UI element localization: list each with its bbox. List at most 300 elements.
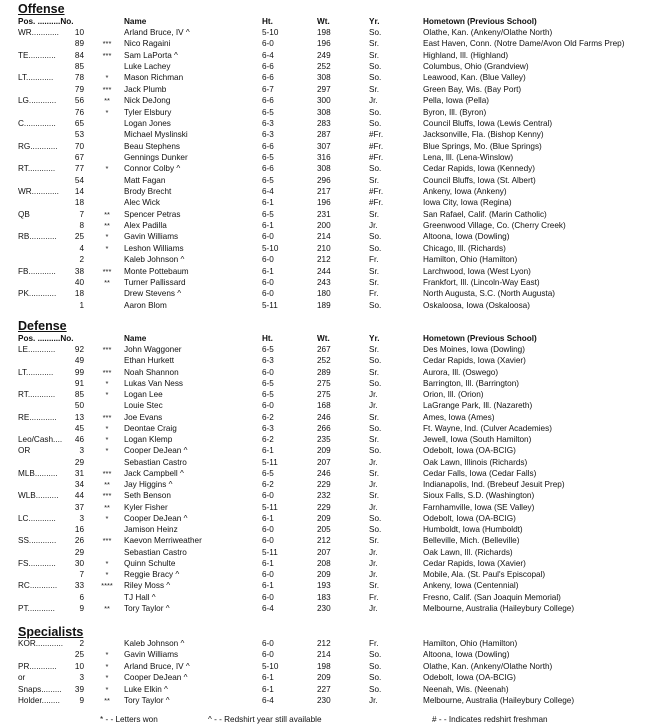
player-name-cell: TJ Hall ^ <box>124 592 156 602</box>
jersey-number-cell: 50 <box>74 401 84 411</box>
weight-cell: 296 <box>317 175 331 185</box>
year-cell: Jr. <box>369 96 378 106</box>
player-name-cell: Jamison Heinz <box>124 525 178 534</box>
year-cell: So. <box>369 243 382 253</box>
player-name-cell: Riley Moss ^ <box>124 581 171 591</box>
player-name-cell: Sam LaPorta ^ <box>124 50 178 60</box>
height-cell: 6-0 <box>262 39 274 49</box>
hometown-cell: Altoona, Iowa (Dowling) <box>423 650 510 660</box>
year-cell: So. <box>369 423 382 433</box>
hometown-cell: Oak Lawn, Ill. (Richards) <box>423 547 513 557</box>
year-cell: Jr. <box>369 221 378 231</box>
height-cell: 5-11 <box>262 502 278 512</box>
position-cell: SS............ <box>18 536 57 546</box>
letters-cell: * <box>105 73 109 83</box>
position-cell: C.............. <box>18 118 56 128</box>
hometown-cell: Columbus, Ohio (Grandview) <box>423 62 529 72</box>
hometown-cell: Oskaloosa, Iowa (Oskaloosa) <box>423 300 530 310</box>
letters-cell: ** <box>104 277 110 287</box>
hometown-cell: Oak Lawn, Illinois (Richards) <box>423 457 528 467</box>
height-cell: 6-1 <box>262 198 274 208</box>
height-cell: 6-4 <box>262 50 274 60</box>
hometown-cell: Olathe, Kan. (Ankeny/Olathe North) <box>423 661 553 671</box>
hometown-cell: Hamilton, Ohio (Hamilton) <box>423 639 518 648</box>
height-cell: 6-0 <box>262 570 274 579</box>
jersey-number-cell: 26 <box>74 536 84 546</box>
weight-cell: 212 <box>317 536 331 546</box>
weight-cell: 283 <box>317 118 331 128</box>
table-row <box>0 50 660 61</box>
jersey-number-cell: 70 <box>74 141 84 151</box>
weight-cell: 246 <box>317 412 331 422</box>
jersey-number-cell: 37 <box>74 502 84 512</box>
table-row <box>0 524 660 535</box>
year-cell: Jr. <box>369 603 378 613</box>
height-cell: 6-0 <box>262 255 274 265</box>
jersey-number-cell: 54 <box>74 175 84 185</box>
year-cell: Fr. <box>369 255 379 265</box>
height-cell: 6-6 <box>262 62 274 72</box>
weight-cell: 230 <box>317 696 331 705</box>
position-cell: RC............ <box>18 581 58 591</box>
letters-cell: *** <box>102 468 112 478</box>
player-name-cell: Sebastian Castro <box>124 457 187 467</box>
hometown-cell: Chicago, Ill. (Richards) <box>423 243 506 253</box>
table-row <box>0 661 660 672</box>
table-row <box>0 513 660 524</box>
table-row <box>0 344 660 355</box>
hometown-cell: East Haven, Conn. (Notre Dame/Avon Old Farms Prep) <box>423 39 625 49</box>
hometown-cell: Altoona, Iowa (Dowling) <box>423 232 510 242</box>
table-row <box>0 400 660 411</box>
jersey-number-cell: 39 <box>74 684 84 694</box>
jersey-number-cell: 16 <box>74 525 84 534</box>
height-cell: 6-0 <box>262 525 274 534</box>
position-cell: LT............ <box>18 367 54 377</box>
year-cell: So. <box>369 684 382 694</box>
letters-cell: * <box>105 661 109 671</box>
hometown-cell: Hamilton, Ohio (Hamilton) <box>423 255 518 265</box>
jersey-number-cell: 29 <box>74 547 84 557</box>
height-cell: 6-2 <box>262 435 274 444</box>
col-pos-no: Pos. ..........No. <box>18 17 74 26</box>
table-row <box>0 684 660 695</box>
letters-cell: * <box>105 435 109 444</box>
year-cell: Jr. <box>369 696 378 705</box>
hometown-cell: Greenwood Village, Co. (Cherry Creek) <box>423 221 566 231</box>
table-row <box>0 72 660 83</box>
year-cell: Sr. <box>369 412 380 422</box>
weight-cell: 212 <box>317 255 331 265</box>
col-hometown: Hometown (Previous School) <box>423 334 537 343</box>
height-cell: 6-6 <box>262 96 274 106</box>
year-cell: Sr. <box>369 491 380 501</box>
weight-cell: 205 <box>317 525 331 534</box>
height-cell: 6-0 <box>262 639 274 648</box>
weight-cell: 316 <box>317 152 331 162</box>
col-hometown: Hometown (Previous School) <box>423 17 537 26</box>
jersey-number-cell: 30 <box>74 558 84 568</box>
player-name-cell: Michael Myslinski <box>124 130 188 140</box>
letters-cell: * <box>105 513 109 523</box>
height-cell: 6-3 <box>262 118 274 128</box>
jersey-number-cell: 9 <box>79 603 84 613</box>
table-row <box>0 479 660 490</box>
height-cell: 6-1 <box>262 446 274 456</box>
table-row <box>0 672 660 683</box>
table-row <box>0 367 660 378</box>
position-cell: Leo/Cash.... <box>18 435 63 444</box>
player-name-cell: Sebastian Castro <box>124 547 187 557</box>
letters-cell: * <box>105 107 109 117</box>
player-name-cell: Leshon Williams <box>124 243 184 253</box>
weight-cell: 209 <box>317 570 331 579</box>
letters-cell: *** <box>102 50 112 60</box>
year-cell: #Fr. <box>369 141 384 151</box>
table-row <box>0 592 660 603</box>
weight-cell: 212 <box>317 639 331 648</box>
height-cell: 5-11 <box>262 457 278 467</box>
height-cell: 6-5 <box>262 390 274 399</box>
player-name-cell: Matt Fagan <box>124 175 166 185</box>
table-row <box>0 141 660 152</box>
weight-cell: 308 <box>317 164 331 174</box>
letters-cell: *** <box>102 412 112 422</box>
table-row <box>0 603 660 614</box>
letters-cell: * <box>105 446 109 456</box>
player-name-cell: Cooper DeJean ^ <box>124 673 188 683</box>
hometown-cell: Neenah, Wis. (Neenah) <box>423 684 509 694</box>
weight-cell: 196 <box>317 39 331 49</box>
hometown-cell: Lena, Ill. (Lena-Winslow) <box>423 152 514 162</box>
hometown-cell: San Rafael, Calif. (Marin Catholic) <box>423 209 547 219</box>
hometown-cell: Melbourne, Australia (Haileybury College) <box>423 696 575 705</box>
letters-cell: ** <box>104 603 110 613</box>
col-yr: Yr. <box>369 334 380 343</box>
table-row <box>0 197 660 208</box>
weight-cell: 266 <box>317 423 331 433</box>
height-cell: 5-11 <box>262 547 278 557</box>
col-wt: Wt. <box>317 17 330 26</box>
height-cell: 6-5 <box>262 175 274 185</box>
year-cell: Sr. <box>369 84 380 94</box>
position-cell: LT............ <box>18 73 54 83</box>
jersey-number-cell: 25 <box>74 232 84 242</box>
table-row <box>0 118 660 129</box>
defense-title: Defense <box>18 319 67 333</box>
table-row <box>0 412 660 423</box>
jersey-number-cell: 10 <box>74 28 84 37</box>
weight-cell: 289 <box>317 367 331 377</box>
weight-cell: 209 <box>317 446 331 456</box>
hometown-cell: Ankeny, Iowa (Ankeny) <box>423 187 507 197</box>
letters-cell: **** <box>101 581 113 591</box>
jersey-number-cell: 85 <box>74 62 84 72</box>
letters-cell: *** <box>102 39 112 49</box>
year-cell: #Fr. <box>369 198 384 208</box>
player-name-cell: Kaleb Johnson ^ <box>124 639 185 648</box>
weight-cell: 198 <box>317 661 331 671</box>
footer-legend <box>0 714 660 725</box>
player-name-cell: Kaleb Johnson ^ <box>124 255 185 265</box>
height-cell: 6-1 <box>262 266 274 276</box>
col-name: Name <box>124 17 147 26</box>
hometown-cell: Indianapolis, Ind. (Brebeuf Jesuit Prep) <box>423 480 565 489</box>
weight-cell: 232 <box>317 491 331 501</box>
height-cell: 6-5 <box>262 468 274 478</box>
defense-header-row <box>0 333 660 344</box>
weight-cell: 189 <box>317 300 331 310</box>
hometown-cell: Council Bluffs, Iowa (St. Albert) <box>423 175 536 185</box>
hometown-cell: Cedar Rapids, Iowa (Xavier) <box>423 558 526 568</box>
table-row <box>0 129 660 140</box>
hometown-cell: Odebolt, Iowa (OA-BCIG) <box>423 673 516 683</box>
hometown-cell: Cedar Rapids, Iowa (Xavier) <box>423 356 526 366</box>
year-cell: #Fr. <box>369 152 384 162</box>
jersey-number-cell: 18 <box>74 198 84 208</box>
weight-cell: 229 <box>317 480 331 489</box>
hometown-cell: Byron, Ill. (Byron) <box>423 107 487 117</box>
year-cell: So. <box>369 118 382 128</box>
table-row <box>0 266 660 277</box>
year-cell: So. <box>369 673 382 683</box>
player-name-cell: Cooper DeJean ^ <box>124 513 188 523</box>
hometown-cell: Frankfort, Ill. (Lincoln-Way East) <box>423 277 540 287</box>
letters-cell: * <box>105 164 109 174</box>
table-row <box>0 502 660 513</box>
height-cell: 6-6 <box>262 164 274 174</box>
year-cell: So. <box>369 107 382 117</box>
letters-cell: * <box>105 558 109 568</box>
player-name-cell: Louie Stec <box>124 401 163 411</box>
player-name-cell: Jack Plumb <box>124 84 167 94</box>
height-cell: 6-0 <box>262 232 274 242</box>
hometown-cell: Highland, Ill. (Highland) <box>423 50 509 60</box>
letters-cell: *** <box>102 345 112 354</box>
jersey-number-cell: 46 <box>74 435 84 444</box>
table-row <box>0 535 660 546</box>
letters-cell: * <box>105 243 109 253</box>
letters-cell: * <box>105 423 109 433</box>
year-cell: Sr. <box>369 277 380 287</box>
weight-cell: 207 <box>317 457 331 467</box>
jersey-number-cell: 79 <box>74 84 84 94</box>
weight-cell: 246 <box>317 468 331 478</box>
letters-cell: ** <box>104 502 110 512</box>
jersey-number-cell: 18 <box>74 289 84 299</box>
table-row <box>0 389 660 400</box>
legend-redshirt-freshman: # - - Indicates redshirt freshman <box>432 715 548 724</box>
position-cell: PR............ <box>18 661 57 671</box>
jersey-number-cell: 7 <box>79 209 84 219</box>
year-cell: Jr. <box>369 457 378 467</box>
table-row <box>0 243 660 254</box>
height-cell: 6-5 <box>262 345 274 354</box>
player-name-cell: Kaevon Merriweather <box>124 536 202 546</box>
player-name-cell: Ethan Hurkett <box>124 356 175 366</box>
position-cell: RT............ <box>18 390 56 399</box>
height-cell: 6-0 <box>262 401 274 411</box>
player-name-cell: Gavin Williams <box>124 650 179 660</box>
position-cell: Snaps......... <box>18 684 62 694</box>
player-name-cell: Brody Brecht <box>124 187 172 197</box>
player-name-cell: Noah Shannon <box>124 367 179 377</box>
year-cell: Sr. <box>369 536 380 546</box>
player-name-cell: Beau Stephens <box>124 141 180 151</box>
height-cell: 6-1 <box>262 558 274 568</box>
table-row <box>0 547 660 558</box>
height-cell: 6-1 <box>262 684 274 694</box>
height-cell: 6-0 <box>262 367 274 377</box>
year-cell: Sr. <box>369 345 380 354</box>
player-name-cell: Luke Lachey <box>124 62 171 72</box>
height-cell: 6-6 <box>262 141 274 151</box>
position-cell: PK............ <box>18 289 57 299</box>
jersey-number-cell: 7 <box>79 570 84 579</box>
jersey-number-cell: 3 <box>79 513 84 523</box>
jersey-number-cell: 38 <box>74 266 84 276</box>
table-row <box>0 254 660 265</box>
height-cell: 6-4 <box>262 187 274 197</box>
player-name-cell: Jack Campbell ^ <box>124 468 184 478</box>
height-cell: 6-1 <box>262 581 274 591</box>
hometown-cell: Humboldt, Iowa (Humboldt) <box>423 525 523 534</box>
jersey-number-cell: 3 <box>79 446 84 456</box>
year-cell: So. <box>369 232 382 242</box>
weight-cell: 267 <box>317 345 331 354</box>
table-row <box>0 355 660 366</box>
jersey-number-cell: 65 <box>74 118 84 128</box>
player-name-cell: Reggie Bracy ^ <box>124 570 180 579</box>
hometown-cell: Mobile, Ala. (St. Paul's Episcopal) <box>423 570 546 579</box>
weight-cell: 200 <box>317 221 331 231</box>
player-name-cell: Tyler Elsbury <box>124 107 172 117</box>
height-cell: 6-0 <box>262 289 274 299</box>
height-cell: 6-0 <box>262 277 274 287</box>
jersey-number-cell: 40 <box>74 277 84 287</box>
position-cell: LG............ <box>18 96 57 106</box>
jersey-number-cell: 92 <box>74 345 84 354</box>
height-cell: 6-0 <box>262 592 274 602</box>
weight-cell: 307 <box>317 141 331 151</box>
jersey-number-cell: 6 <box>79 592 84 602</box>
weight-cell: 209 <box>317 513 331 523</box>
table-row <box>0 288 660 299</box>
year-cell: #Fr. <box>369 130 384 140</box>
jersey-number-cell: 53 <box>74 130 84 140</box>
player-name-cell: Logan Jones <box>124 118 171 128</box>
hometown-cell: Leawood, Kan. (Blue Valley) <box>423 73 526 83</box>
table-row <box>0 445 660 456</box>
hometown-cell: Melbourne, Australia (Haileybury College) <box>423 603 575 613</box>
letters-cell: ** <box>104 209 110 219</box>
hometown-cell: Ankeny, Iowa (Centennial) <box>423 581 519 591</box>
position-cell: LC............ <box>18 513 56 523</box>
jersey-number-cell: 77 <box>74 164 84 174</box>
year-cell: Fr. <box>369 639 379 648</box>
jersey-number-cell: 78 <box>74 73 84 83</box>
year-cell: So. <box>369 525 382 534</box>
weight-cell: 235 <box>317 435 331 444</box>
player-name-cell: Cooper DeJean ^ <box>124 446 188 456</box>
table-row <box>0 468 660 479</box>
table-row <box>0 84 660 95</box>
jersey-number-cell: 2 <box>79 255 84 265</box>
hometown-cell: Ames, Iowa (Ames) <box>423 412 495 422</box>
table-row <box>0 61 660 72</box>
letters-cell: *** <box>102 84 112 94</box>
position-cell: FS............ <box>18 558 56 568</box>
player-name-cell: Connor Colby ^ <box>124 164 181 174</box>
hometown-cell: Barrington, Ill. (Barrington) <box>423 378 520 388</box>
weight-cell: 243 <box>317 277 331 287</box>
height-cell: 6-3 <box>262 130 274 140</box>
year-cell: Sr. <box>369 468 380 478</box>
position-cell: WR............ <box>18 187 59 197</box>
year-cell: So. <box>369 513 382 523</box>
player-name-cell: Logan Lee <box>124 390 163 399</box>
table-row <box>0 434 660 445</box>
year-cell: Sr. <box>369 209 380 219</box>
position-cell: WLB.......... <box>18 491 59 501</box>
jersey-number-cell: 33 <box>74 581 84 591</box>
height-cell: 6-1 <box>262 673 274 683</box>
weight-cell: 252 <box>317 62 331 72</box>
player-name-cell: Mason Richman <box>124 73 184 83</box>
height-cell: 6-5 <box>262 378 274 388</box>
weight-cell: 210 <box>317 243 331 253</box>
year-cell: So. <box>369 300 382 310</box>
position-cell: RG............ <box>18 141 58 151</box>
year-cell: Sr. <box>369 367 380 377</box>
table-row <box>0 95 660 106</box>
hometown-cell: Des Moines, Iowa (Dowling) <box>423 345 525 354</box>
jersey-number-cell: 45 <box>74 423 84 433</box>
player-name-cell: Tory Taylor ^ <box>124 696 170 705</box>
weight-cell: 308 <box>317 73 331 83</box>
jersey-number-cell: 13 <box>74 412 84 422</box>
player-name-cell: Arland Bruce, IV ^ <box>124 661 190 671</box>
letters-cell: *** <box>102 367 112 377</box>
year-cell: #Fr. <box>369 187 384 197</box>
height-cell: 6-5 <box>262 107 274 117</box>
jersey-number-cell: 85 <box>74 390 84 399</box>
year-cell: Jr. <box>369 570 378 579</box>
col-yr: Yr. <box>369 17 380 26</box>
jersey-number-cell: 9 <box>79 696 84 705</box>
table-row <box>0 152 660 163</box>
legend-letters: * - - Letters won <box>100 715 158 724</box>
hometown-cell: Orion, Ill. (Orion) <box>423 390 484 399</box>
hometown-cell: Olathe, Kan. (Ankeny/Olathe North) <box>423 28 553 37</box>
letters-cell: ** <box>104 221 110 231</box>
player-name-cell: Alec Wick <box>124 198 160 208</box>
year-cell: So. <box>369 73 382 83</box>
year-cell: Jr. <box>369 502 378 512</box>
height-cell: 5-10 <box>262 661 279 671</box>
offense-header-row <box>0 16 660 27</box>
position-cell: MLB.......... <box>18 468 58 478</box>
height-cell: 6-1 <box>262 221 274 231</box>
table-row <box>0 209 660 220</box>
year-cell: Jr. <box>369 401 378 411</box>
jersey-number-cell: 4 <box>79 243 84 253</box>
jersey-number-cell: 44 <box>74 491 84 501</box>
jersey-number-cell: 91 <box>74 378 84 388</box>
weight-cell: 249 <box>317 50 331 60</box>
table-row <box>0 423 660 434</box>
hometown-cell: Cedar Falls, Iowa (Cedar Falls) <box>423 468 537 478</box>
